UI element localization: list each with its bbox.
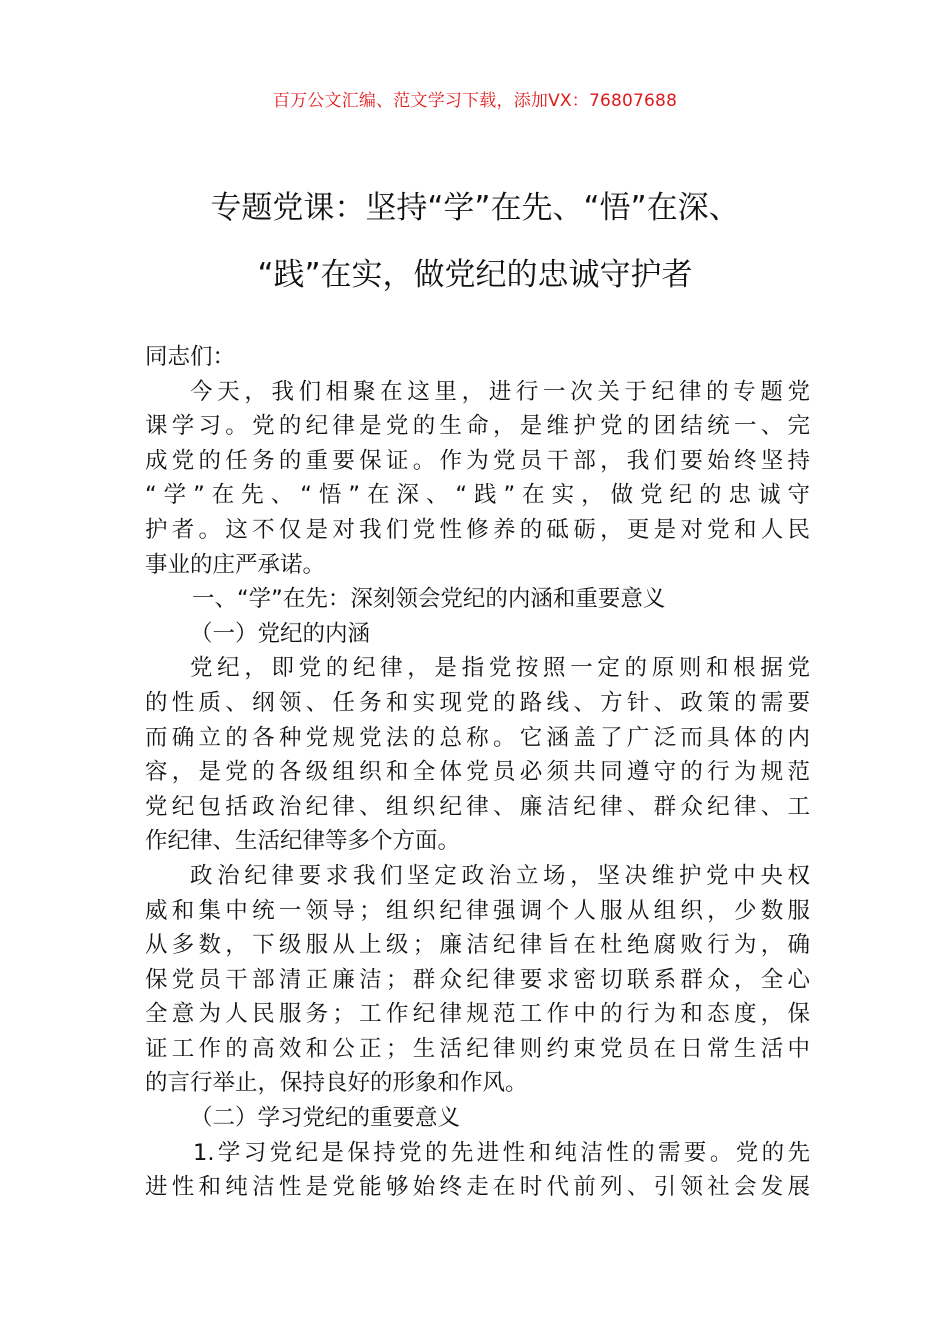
paragraph-line: 课学习。党的纪律是党的生命，是维护党的团结统一、完: [145, 413, 810, 440]
paragraph-line: 作纪律、生活纪律等多个方面。: [145, 828, 461, 855]
header-watermark-note: 百万公文汇编、范文学习下载，添加VX：76807688: [272, 91, 678, 111]
paragraph-line: 政治纪律要求我们坚定政治立场，坚决维护党中央权: [190, 862, 810, 889]
paragraph-line: 保党员干部清正廉洁；群众纪律要求密切联系群众，全心: [145, 966, 810, 993]
paragraph-line: 党纪，即党的纪律，是指党按照一定的原则和根据党: [190, 655, 810, 682]
document-title-line-2: “践”在实，做党纪的忠诚守护者: [257, 257, 693, 293]
paragraph-line: 证工作的高效和公正；生活纪律则约束党员在日常生活中: [145, 1035, 810, 1062]
paragraph-line: 进性和纯洁性是党能够始终走在时代前列、引领社会发展: [145, 1174, 810, 1201]
paragraph-line: 的言行举止，保持良好的形象和作风。: [145, 1070, 528, 1097]
subsection-heading-2: （二）学习党纪的重要意义: [190, 1105, 461, 1132]
paragraph-line: 全意为人民服务；工作纪律规范工作中的行为和态度，保: [145, 1001, 810, 1028]
paragraph-line: 的性质、纲领、任务和实现党的路线、方针、政策的需要: [145, 689, 810, 716]
document-title-line-1: 专题党课：坚持“学”在先、“悟”在深、: [210, 190, 740, 226]
paragraph-line: 从多数，下级服从上级；廉洁纪律旨在杜绝腐败行为，确: [145, 932, 810, 959]
paragraph-line: 威和集中统一领导；组织纪律强调个人服从组织，少数服: [145, 897, 810, 924]
paragraph-line: 护者。这不仅是对我们党性修养的砥砺，更是对党和人民: [145, 516, 810, 543]
paragraph-line: “学”在先、“悟”在深、“践”在实，做党纪的忠诚守: [145, 482, 810, 509]
salutation: 同志们：: [145, 344, 236, 370]
paragraph-line: 今天，我们相聚在这里，进行一次关于纪律的专题党: [190, 378, 810, 405]
section-heading-1: 一、“学”在先：深刻领会党纪的内涵和重要意义: [192, 586, 666, 613]
paragraph-line: 成党的任务的重要保证。作为党员干部，我们要始终坚持: [145, 447, 810, 474]
paragraph-line: 1.学习党纪是保持党的先进性和纯洁性的需要。党的先: [193, 1139, 810, 1166]
subsection-heading-1: （一）党纪的内涵: [190, 620, 371, 647]
document-body: [145, 340, 810, 1205]
paragraph-line: 党纪包括政治纪律、组织纪律、廉洁纪律、群众纪律、工: [145, 793, 810, 820]
paragraph-line: 而确立的各种党规党法的总称。它涵盖了广泛而具体的内: [145, 724, 810, 751]
paragraph-line: 事业的庄严承诺。: [145, 551, 326, 578]
paragraph-line: 容，是党的各级组织和全体党员必须共同遵守的行为规范: [145, 759, 810, 786]
